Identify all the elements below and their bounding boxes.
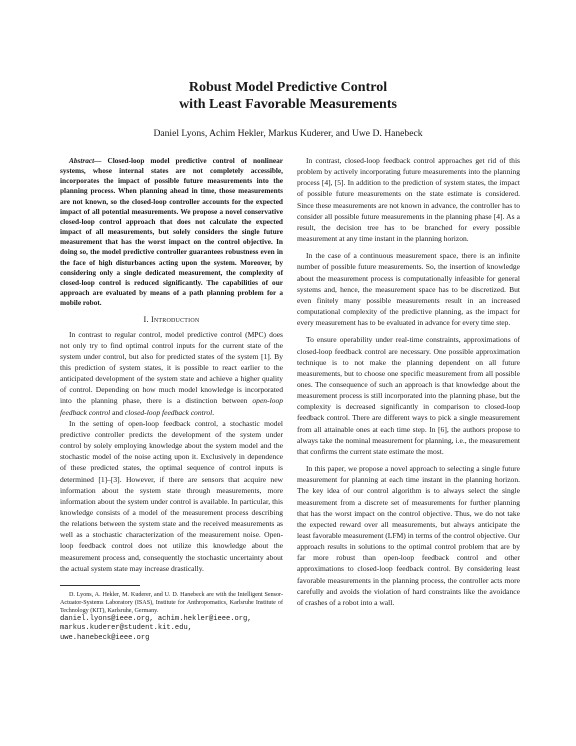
footnote: D. Lyons, A. Hekler, M. Kuderer, and U. D. Hanebeck are with the Intelligent Sensor-Actuator-Systems Laboratory (ISAS), Institute for Anthropomatics, Karlsruhe Institute of Technology (KIT), Karlsruhe, Germany. bbox=[60, 591, 283, 615]
term-closed-loop: closed-loop feedback control bbox=[124, 407, 213, 417]
abstract-text: Closed-loop model predictive control of nonlinear systems, whose internal states are not completely accessible, incorporates the impact of possible future measurements into the planning process. When planning ahead in time, those measurements are not known, so the closed-loop controller accounts for the expected impact of all potential measurements. We propose a novel conservative closed-loop control approach that does not calculate the expected impact of all measurements, but solely considers the single future measurement that has the worst impact on the control objective. In doing so, the model predictive controller guarantees robustness even in the face of high disturbances acting upon the system. Moreover, by considering only a single dedicated measurement, the complexity of closed-loop control is reduced significantly. The capabilities of our approach are evaluated by means of a path planning problem for a mobile robot. bbox=[60, 156, 283, 308]
section-heading bbox=[60, 314, 283, 325]
intro-paragraph-1: In contrast to regular control, model predictive control (MPC) does not only try to find optimal control inputs for the current state of the system under control, but also for predicted states of the system [1]. By this prediction of system states, it is possible to react earlier to the anticipated development of the system state and achieve a higher quality of control. Depending on how much model knowledge is incorporated into the planning phase, there is a distinction between open-loop feedback control and closed-loop feedback control. bbox=[60, 329, 283, 417]
footnote-email-2[interactable]: markus.kuderer@student.kit.edu, bbox=[60, 624, 192, 633]
section-title: Introduction bbox=[150, 315, 200, 325]
right-paragraph-2: In the case of a continuous measurement space, there is an infinite number of possible future measurements. So, the insertion of knowledge about the measurement process is computationally infeasible for general systems and, hence, the measurement space has to be discretized. But even finitely many possible measurements result in an increased computational complexity of the predictive planning, as the impact for every measurement has to be evaluated in advance for every time step. bbox=[297, 251, 520, 328]
footnote-email-1[interactable]: daniel.lyons@ieee.org, achim.hekler@ieee.org, bbox=[60, 615, 252, 624]
title-line-2: with Least Favorable Measurements bbox=[179, 97, 397, 112]
title-line-1: Robust Model Predictive Control bbox=[188, 80, 388, 95]
right-column bbox=[297, 155, 520, 608]
footnote-email-3[interactable]: uwe.hanebeck@ieee.org bbox=[60, 633, 150, 642]
term-open-loop: open-loop feedback control bbox=[60, 396, 283, 417]
intro-paragraph-2: In the setting of open-loop feedback control, a stochastic model predictive controller predicts the development of the system under control by solely employing knowledge about the system model and the stochastic model of the noise acting upon it. Exclusively in dependence of these predicted states, the optimal sequence of control inputs is determined [1]–[3]. However, if there are sensors that acquire new information about the system state through measurements, more information about the system under control is available. In particular, this knowledge consists of a model of the measurement process describing the relations between the system state and the received measurements as well as a stochastic characterization of the measurement noise. Open-loop feedback control does not utilize this knowledge about the measurement process and, consequently the stochastic uncertainty about the actual system state may increase drastically. bbox=[60, 418, 283, 573]
right-paragraph-4: In this paper, we propose a novel approach to selecting a single future measurement for planning at each time instant in the planning horizon. The key idea of our control algorithm is to always select the single measurement from a discrete set of measurements for further planning that has the worst impact on the control objective. Thus, we do not take the expected reward over all measurements, but always anticipate the least favorable measurement (LFM) in terms of the control objective. Our approach results in solutions to the optimal control problem that are by far more robust than open-loop feedback control and other approximations to closed-loop feedback control. By considering least favorable measurements in the planning process, the controller acts more carefully and avoids the violation of hard constraints like the avoidance of crashes of a robot into a wall. bbox=[297, 464, 520, 607]
footnote-rule bbox=[60, 585, 140, 586]
left-column bbox=[60, 156, 283, 643]
paper-title bbox=[0, 79, 576, 113]
right-paragraph-1: In contrast, closed-loop feedback control approaches get rid of this problem by actively incorporating future measurements into the planning process [4], [5]. In addition to the prediction of system states, the impact of possible future measurements on the state estimate is considered. Since these measurements are not known in advance, the controller has to consider all possible future measurements in the planning phase [4]. As a result, the decision tree has to be branched for every possible measurement at any time instant in the planning horizon. bbox=[297, 156, 520, 244]
section-number: I. bbox=[143, 315, 151, 325]
author-list: Daniel Lyons, Achim Hekler, Markus Kuderer, and Uwe D. Hanebeck bbox=[153, 128, 423, 139]
abstract-label: Abstract— bbox=[69, 156, 102, 165]
right-paragraph-3: To ensure operability under real-time constraints, approximations of closed-loop feedback control are necessary. One possible approximation technique is to not make the planning dependent on all future measurements, but to choose one specific measurement from all possible ones. The consequence of such an approach is that knowledge about the measurement process is still incorporated into the planning phase, but the complexity is decreased significantly in comparison to closed-loop feedback control. There are different ways to pick a single measurement from all attainable ones at each time step. In [6], the authors propose to always take the nominal measurement for planning, i.e., the measurement that confirms the current state estimate the most. bbox=[297, 335, 520, 456]
abstract bbox=[60, 156, 283, 308]
